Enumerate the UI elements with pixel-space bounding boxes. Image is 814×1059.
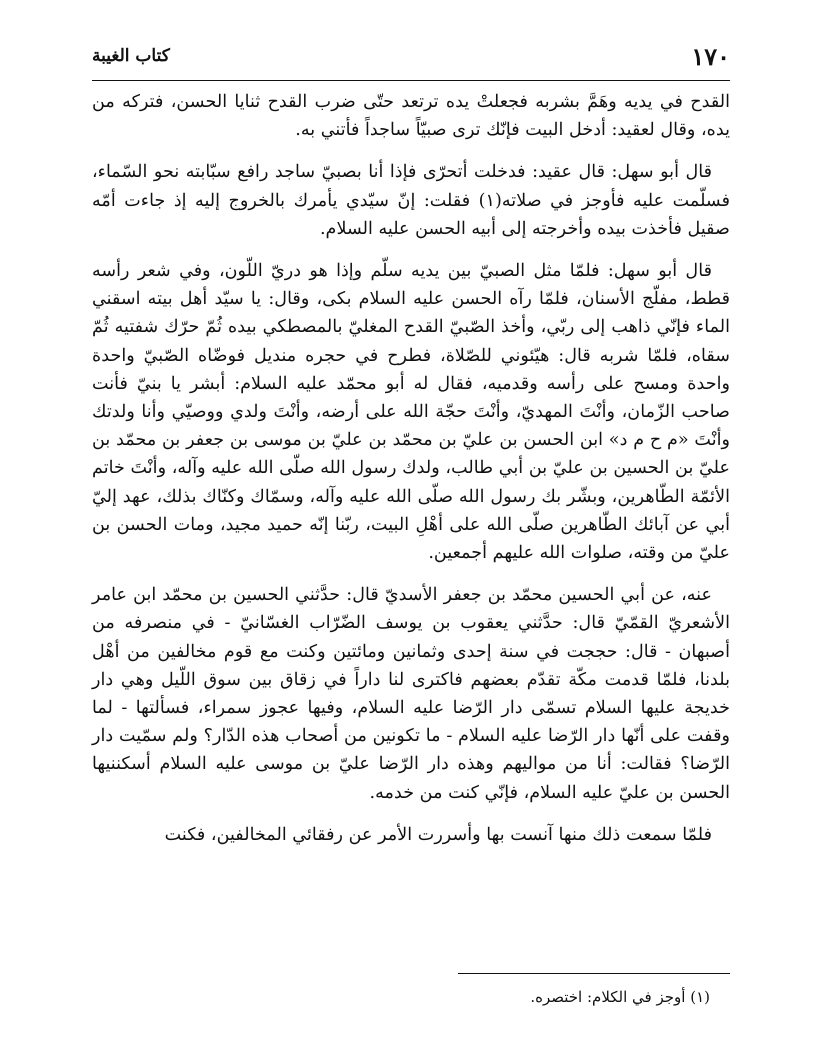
main-text <box>92 88 730 863</box>
paragraph-3: قال أبو سهل: فلمّا مثل الصبيّ بين يديه سلّم وإذا هو دريّ اللّون، وفي شعر رأسه قطط، مفلّج الأسنان، فلمّا رآه الحسن عليه السلام بكى، وقال: يا سيّد أهل بيته اسقني الماء فإنّي ذاهب إلى ربّي، وأخذ الصّبيّ القدح المغليّ بالمصطكي بيده ثُمّ حرّك شفتيه ثُمّ سقاه، فلمّا شربه قال: هيّئوني للصّلاة، فطرح في حجره منديل فوضّاه الصّبيّ واحدة واحدة ومسح على رأسه وقدميه، فقال له أبو محمّد عليه السلام: أبشر يا بنيّ فأنت صاحب الزّمان، وأنْتَ المهديّ، وأنْتَ حجّة الله على أرضه، وأنْتَ ولدي ووصيّي وأنا ولدتك وأنْتَ «م ح م د» ابن الحسن بن عليّ بن محمّد بن عليّ بن موسى بن جعفر بن محمّد بن عليّ بن الحسين بن عليّ بن أبي طالب، ولدك رسول الله صلّى الله عليه وآله، وأنْتَ خاتم الأئمّة الطّاهرين، وبشّر بك رسول الله صلّى الله عليه وآله، وسمّاك وكنّاك بذلك، عهد إليّ أبي عن آبائك الطّاهرين صلّى الله على أهْلِ البيت، ربّنا إنّه حميد مجيد، ومات الحسن بن عليّ من وقته، صلوات الله عليهم أجمعين. <box>92 261 730 564</box>
paragraph-4: عنه، عن أبي الحسين محمّد بن جعفر الأسديّ قال: حدَّثني الحسين بن محمّد ابن عامر الأشعريّ القمّيّ قال: حدَّثني يعقوب بن يوسف الضّرّاب الغسّانيّ - في منصرفه من أصبهان - قال: حججت في سنة إحدى وثمانين ومائتين وكنت مع قوم مخالفين من أهْل بلدنا، فلمّا قدمت مكّة تقدّم بعضهم فاكترى لنا داراً في زقاق بين سوق اللّيل وهي دار خديجة عليها السلام تسمّى دار الرّضا عليه السلام، وفيها عجوز سمراء، فسألتها - لما وقفت على أنّها دار الرّضا عليه السلام - ما تكونين من أصحاب هذه الدّار؟ ولم سمّيت دار الرّضا؟ فقالت: أنا من مواليهم وهذه دار الرّضا عليّ بن موسى عليه السلام أسكننيها الحسن بن عليّ عليه السلام، فإنّي كنت من خدمه. <box>92 585 730 803</box>
page-header <box>92 38 730 78</box>
paragraph-5: فلمّا سمعت ذلك منها آنست بها وأسررت الأمر عن رفقائي المخالفين، فكنت <box>164 824 712 845</box>
footnote-divider <box>458 973 730 974</box>
paragraph-2: قال أبو سهل: قال عقيد: فدخلت أتحرّى فإذا أنا بصبيّ ساجد رافع سبّابته نحو السّماء، فسلّمت عليه فأوجز في صلاته(١) فقلت: إنّ سيّدي يأمرك بالخروج إليه إذ جاءت أمّه صقيل فأخذت بيده وأخرجته إلى أبيه الحسن عليه السلام. <box>92 162 731 239</box>
header-divider <box>92 80 730 81</box>
book-title: كتاب الغيبة <box>92 46 170 66</box>
page-number: ١٧٠ <box>691 42 730 71</box>
paragraph-1: القدح في يديه وهَمَّ بشربه فجعلتْ يده ترتعد حتّى ضرب القدح ثنايا الحسن، فتركه من يده، وقال لعقيد: أدخل البيت فإنّك ترى صبيّاً ساجداً فأتني به. <box>92 92 730 141</box>
footnote: (١) أوجز في الكلام: اختصره. <box>530 988 710 1006</box>
